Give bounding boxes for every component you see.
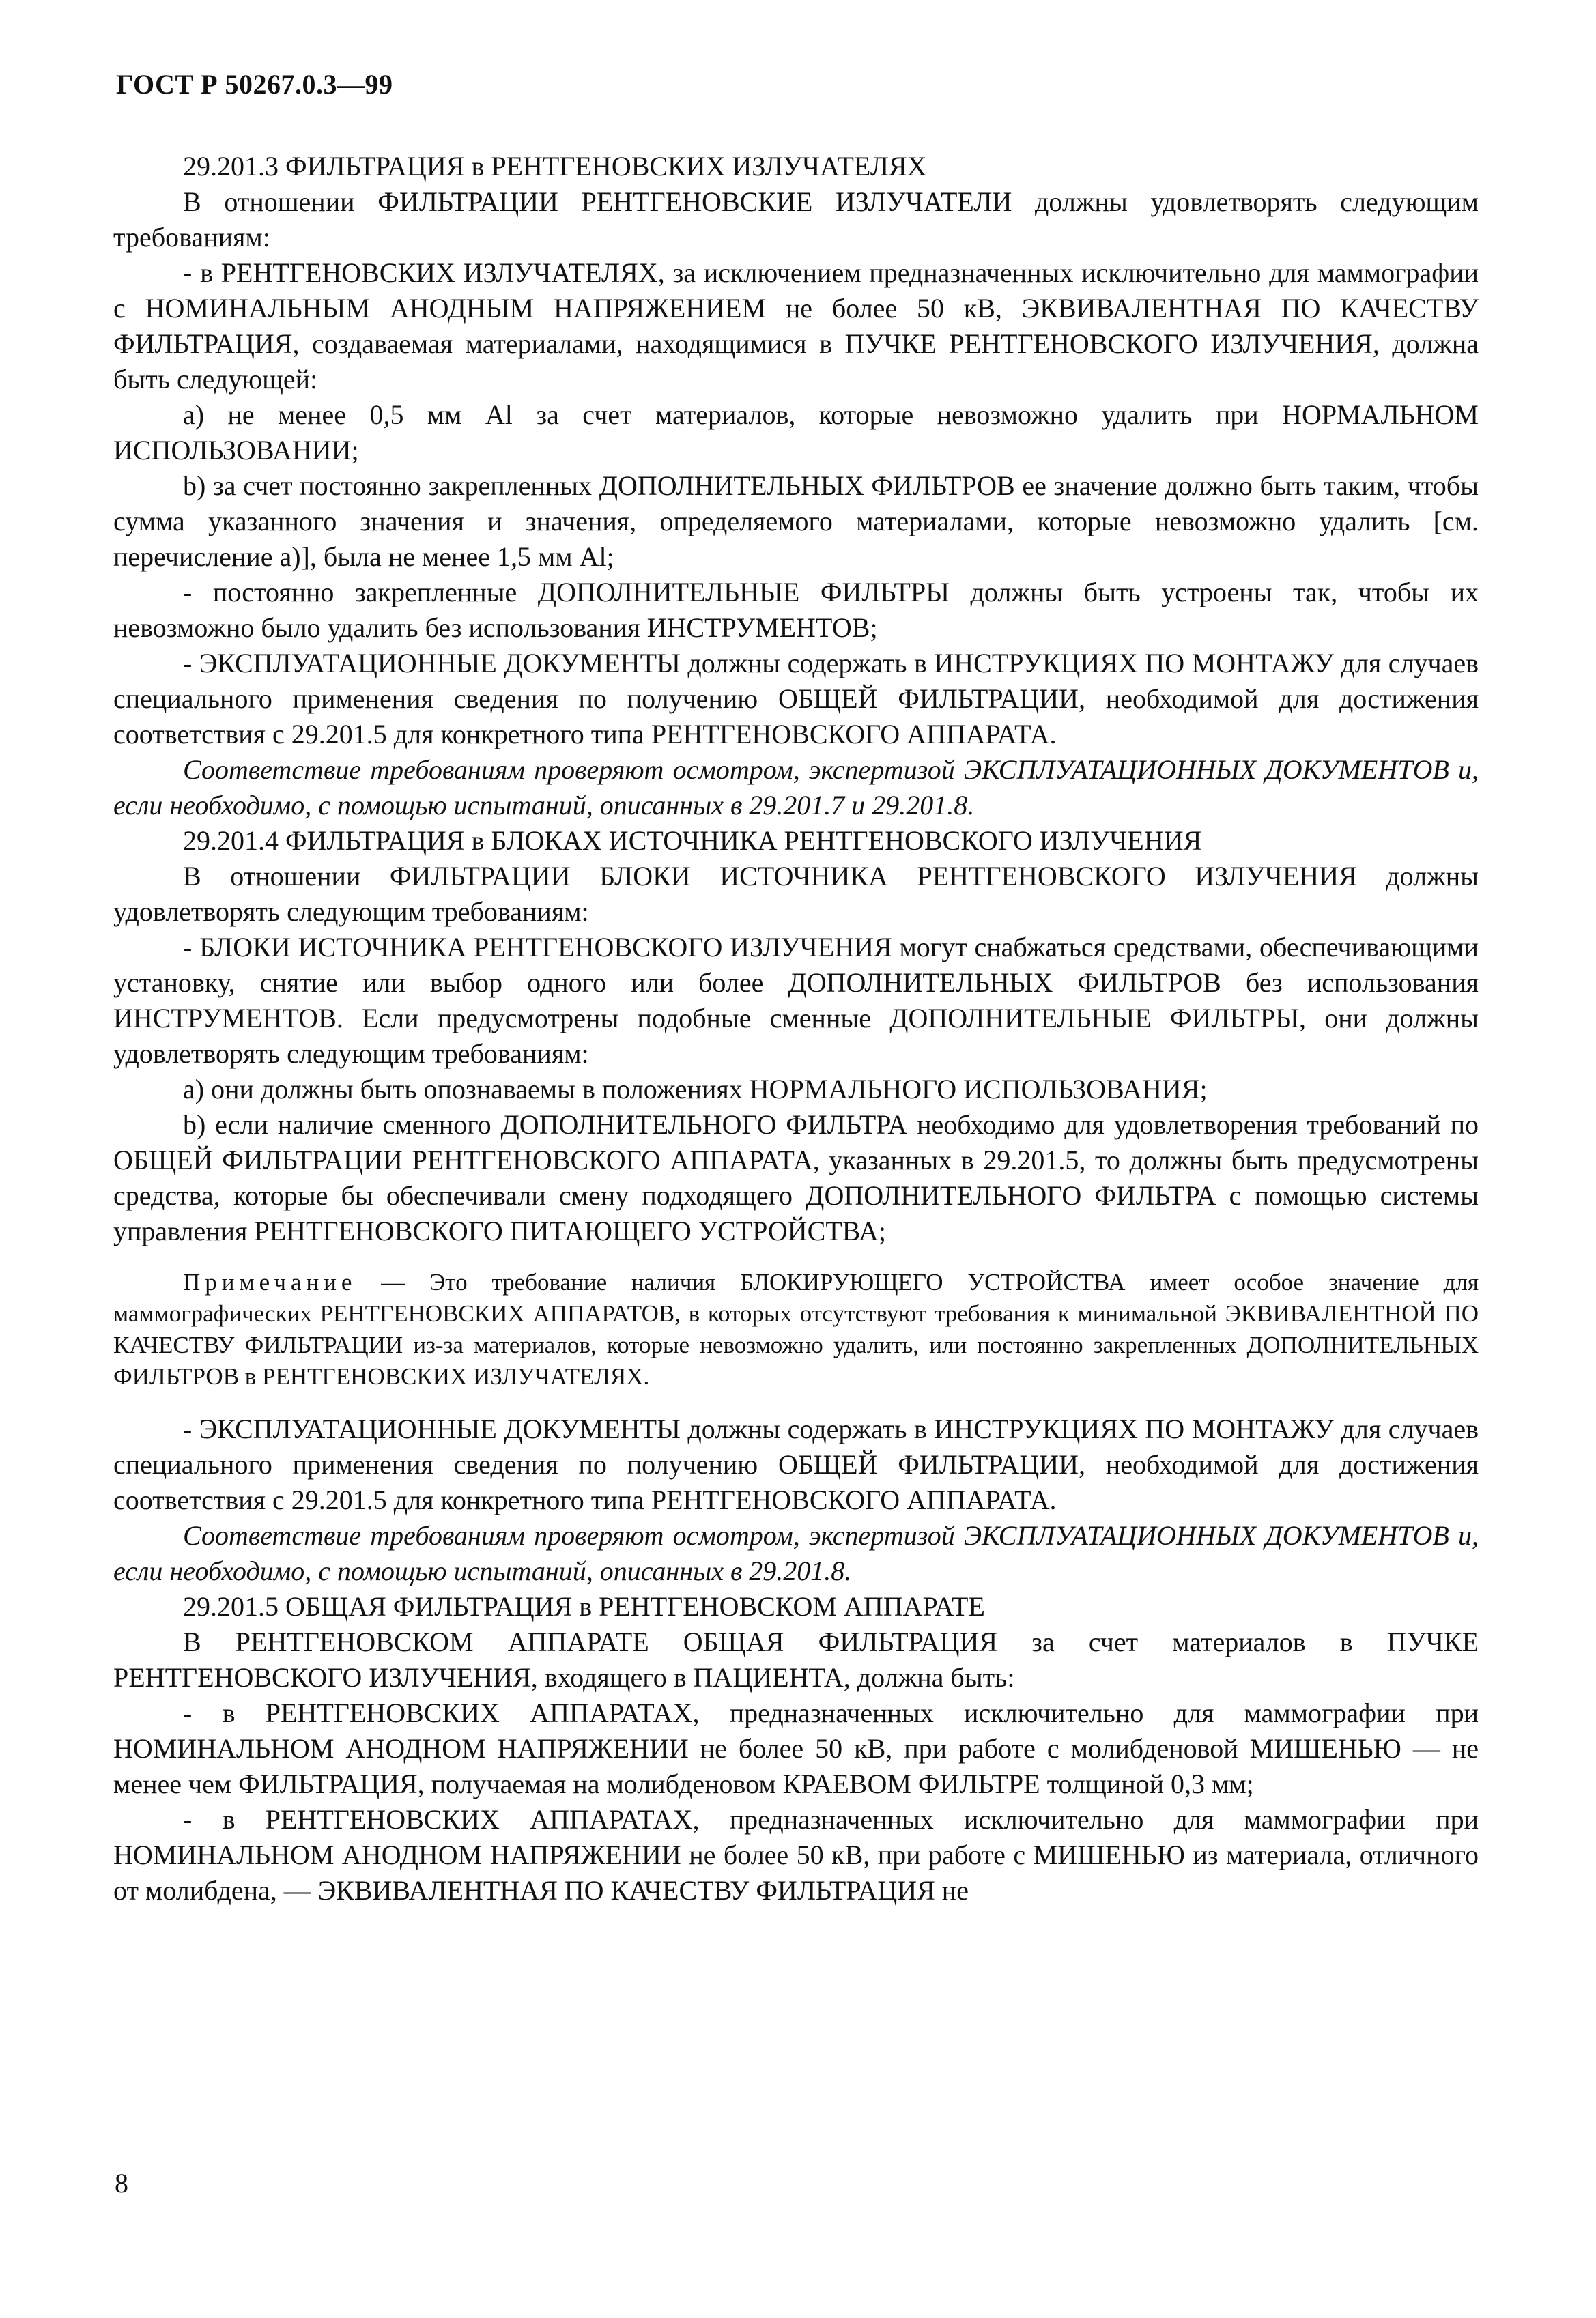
body-paragraph: В РЕНТГЕНОВСКОМ АППАРАТЕ ОБЩАЯ ФИЛЬТРАЦИЯ за счет материалов в ПУЧКЕ РЕНТГЕНОВСКОГО ИЗЛУЧЕНИЯ, входящего в ПАЦИЕНТА, должна быть:	[113, 1627, 1479, 1693]
list-item: b) за счет постоянно закрепленных ДОПОЛНИТЕЛЬНЫХ ФИЛЬТРОВ ее значение должно быть таким, чтобы сумма указанного значения и значения, определяемого материалами, которые невозможно удалить [см. перечисление а)], была не менее 1,5 мм Al;	[113, 470, 1479, 572]
document-header: ГОСТ Р 50267.0.3—99	[116, 69, 393, 100]
list-item: - ЭКСПЛУАТАЦИОННЫЕ ДОКУМЕНТЫ должны содержать в ИНСТРУКЦИЯХ ПО МОНТАЖУ для случаев специального применения сведения по получению ОБЩЕЙ ФИЛЬТРАЦИИ, необходимой для достижения соответствия с 29.201.5 для конкретного типа РЕНТГЕНОВСКОГО АППАРАТА.	[113, 1414, 1479, 1515]
list-item: - БЛОКИ ИСТОЧНИКА РЕНТГЕНОВСКОГО ИЗЛУЧЕНИЯ могут снабжаться средствами, обеспечивающими установку, снятие или выбор одного или более ДОПОЛНИТЕЛЬНЫХ ФИЛЬТРОВ без использования ИНСТРУМЕНТОВ. Если предусмотрены подобные сменные ДОПОЛНИТЕЛЬНЫЕ ФИЛЬТРЫ, они должны удовлетворять следующим требованиям:	[113, 932, 1479, 1069]
list-item: - в РЕНТГЕНОВСКИХ АППАРАТАХ, предназначенных исключительно для маммографии при НОМИНАЛЬНОМ АНОДНОМ НАПРЯЖЕНИИ не более 50 кВ, при работе с МИШЕНЬЮ из материала, отличного от молибдена, — ЭКВИВАЛЕНТНАЯ ПО КАЧЕСТВУ ФИЛЬТРАЦИЯ не	[113, 1804, 1479, 1906]
list-item: а) не менее 0,5 мм Al за счет материалов, которые невозможно удалить при НОРМАЛЬНОМ ИСПОЛЬЗОВАНИИ;	[113, 399, 1479, 466]
list-item: - в РЕНТГЕНОВСКИХ ИЗЛУЧАТЕЛЯХ, за исключением предназначенных исключительно для маммографии с НОМИНАЛЬНЫМ АНОДНЫМ НАПРЯЖЕНИЕМ не более 50 кВ, ЭКВИВАЛЕНТНАЯ ПО КАЧЕСТВУ ФИЛЬТРАЦИЯ, создаваемая материалами, находящимися в ПУЧКЕ РЕНТГЕНОВСКОГО ИЗЛУЧЕНИЯ, должна быть следующей:	[113, 257, 1479, 395]
list-item: b) если наличие сменного ДОПОЛНИТЕЛЬНОГО ФИЛЬТРА необходимо для удовлетворения требований по ОБЩЕЙ ФИЛЬТРАЦИИ РЕНТГЕНОВСКОГО АППАРАТА, указанных в 29.201.5, то должны быть предусмотрены средства, которые бы обеспечивали смену подходящего ДОПОЛНИТЕЛЬНОГО ФИЛЬТРА с помощью системы управления РЕНТГЕНОВСКОГО ПИТАЮЩЕГО УСТРОЙСТВА;	[113, 1109, 1479, 1246]
compliance-check-paragraph: Соответствие требованиям проверяют осмотром, экспертизой ЭКСПЛУАТАЦИОННЫХ ДОКУМЕНТОВ и, если необходимо, с помощью испытаний, описанных в 29.201.7 и 29.201.8.	[113, 754, 1479, 820]
page-number: 8	[115, 2168, 128, 2199]
section-heading-29-201-3: 29.201.3 ФИЛЬТРАЦИЯ в РЕНТГЕНОВСКИХ ИЗЛУЧАТЕЛЯХ	[183, 151, 927, 182]
body-paragraph: В отношении ФИЛЬТРАЦИИ РЕНТГЕНОВСКИЕ ИЗЛУЧАТЕЛИ должны удовлетворять следующим требованиям:	[113, 186, 1479, 253]
list-item: - ЭКСПЛУАТАЦИОННЫЕ ДОКУМЕНТЫ должны содержать в ИНСТРУКЦИЯХ ПО МОНТАЖУ для случаев специального применения сведения по получению ОБЩЕЙ ФИЛЬТРАЦИИ, необходимой для достижения соответствия с 29.201.5 для конкретного типа РЕНТГЕНОВСКОГО АППАРАТА.	[113, 648, 1479, 749]
document-body	[113, 149, 1479, 1908]
body-paragraph: В отношении ФИЛЬТРАЦИИ БЛОКИ ИСТОЧНИКА РЕНТГЕНОВСКОГО ИЗЛУЧЕНИЯ должны удовлетворять следующим требованиям:	[113, 861, 1479, 927]
section-heading-29-201-4: 29.201.4 ФИЛЬТРАЦИЯ в БЛОКАХ ИСТОЧНИКА РЕНТГЕНОВСКОГО ИЗЛУЧЕНИЯ	[183, 825, 1202, 856]
list-item: - постоянно закрепленные ДОПОЛНИТЕЛЬНЫЕ ФИЛЬТРЫ должны быть устроены так, чтобы их невозможно было удалить без использования ИНСТРУМЕНТОВ;	[113, 577, 1479, 643]
note-paragraph	[113, 1267, 1479, 1392]
note-text: — Это требование наличия БЛОКИРУЮЩЕГО УСТРОЙСТВА имеет особое значение для маммографических РЕНТГЕНОВСКИХ АППАРАТОВ, в которых отсутствуют требования к минимальной ЭКВИВАЛЕНТНОЙ ПО КАЧЕСТВУ ФИЛЬТРАЦИИ из-за материалов, которые невозможно удалить, или постоянно закрепленных ДОПОЛНИТЕЛЬНЫХ ФИЛЬТРОВ в РЕНТГЕНОВСКИХ ИЗЛУЧАТЕЛЯХ.	[113, 1269, 1479, 1390]
note-label: Примечание	[183, 1269, 357, 1296]
section-heading-29-201-5: 29.201.5 ОБЩАЯ ФИЛЬТРАЦИЯ в РЕНТГЕНОВСКОМ АППАРАТЕ	[183, 1591, 985, 1622]
list-item: - в РЕНТГЕНОВСКИХ АППАРАТАХ, предназначенных исключительно для маммографии при НОМИНАЛЬНОМ АНОДНОМ НАПРЯЖЕНИИ не более 50 кВ, при работе с молибденовой МИШЕНЬЮ — не менее чем ФИЛЬТРАЦИЯ, получаемая на молибденовом КРАЕВОМ ФИЛЬТРЕ толщиной 0,3 мм;	[113, 1698, 1479, 1799]
compliance-check-paragraph: Соответствие требованиям проверяют осмотром, экспертизой ЭКСПЛУАТАЦИОННЫХ ДОКУМЕНТОВ и, если необходимо, с помощью испытаний, описанных в 29.201.8.	[113, 1520, 1479, 1586]
list-item: а) они должны быть опознаваемы в положениях НОРМАЛЬНОГО ИСПОЛЬЗОВАНИЯ;	[183, 1074, 1208, 1104]
